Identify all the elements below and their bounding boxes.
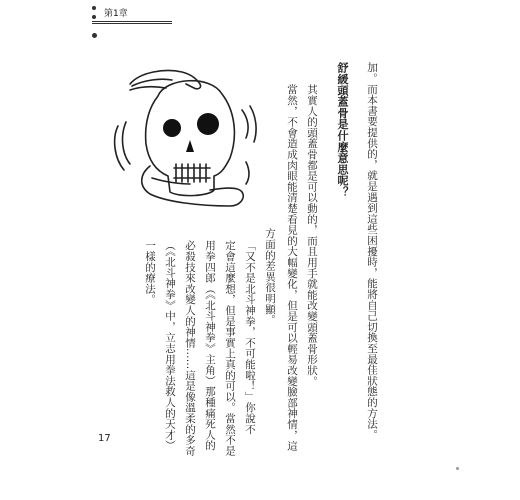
skull-icon: [110, 66, 260, 216]
body-column-7: 用拳四郎（《北斗神拳》主角）那種痛死人的: [204, 240, 216, 451]
body-column-6: 定會這麼想，但是事實上真的可以。當然不是: [224, 240, 236, 456]
header-dot: [92, 33, 97, 38]
body-column-5: 「又不是北斗神拳，不可能啦！」你說不: [244, 240, 256, 435]
header-rule: [92, 21, 172, 22]
body-column-9: （《北斗神拳》中，立志用拳法救人的天才）: [164, 240, 176, 451]
chapter-label: 第1章: [104, 9, 128, 19]
header-dot: [92, 6, 96, 10]
skull-with-hands-illustration: [110, 66, 260, 216]
body-column-2: 其實人的頭蓋骨都是可以動的，而且用手就能改變頭蓋骨形狀。: [306, 84, 318, 387]
page-number: 17: [98, 433, 111, 444]
body-column-4: 方面的差異很明顯。: [264, 228, 276, 326]
nose-icon: [186, 140, 194, 152]
header-rule: [92, 23, 172, 24]
body-column-3: 當然，不會造成肉眼能清楚看見的大幅變化，但是可以輕易改變臉部神情，這: [286, 84, 298, 452]
section-heading: 舒緩頭蓋骨是什麼意思呢？: [336, 62, 349, 198]
body-column-1: 加。而本書要提供的，就是遇到這些困擾時，能將自己切換至最佳狀態的方法。: [366, 62, 378, 440]
body-column-10: 一樣的療法。: [144, 240, 156, 305]
left-eye-icon: [163, 119, 181, 137]
body-column-8: 必殺技來改變人的神情……這是像溫柔的多奇: [184, 240, 196, 456]
corner-dot: [456, 467, 459, 470]
header-dot: [92, 15, 96, 19]
right-eye-icon: [197, 113, 219, 135]
